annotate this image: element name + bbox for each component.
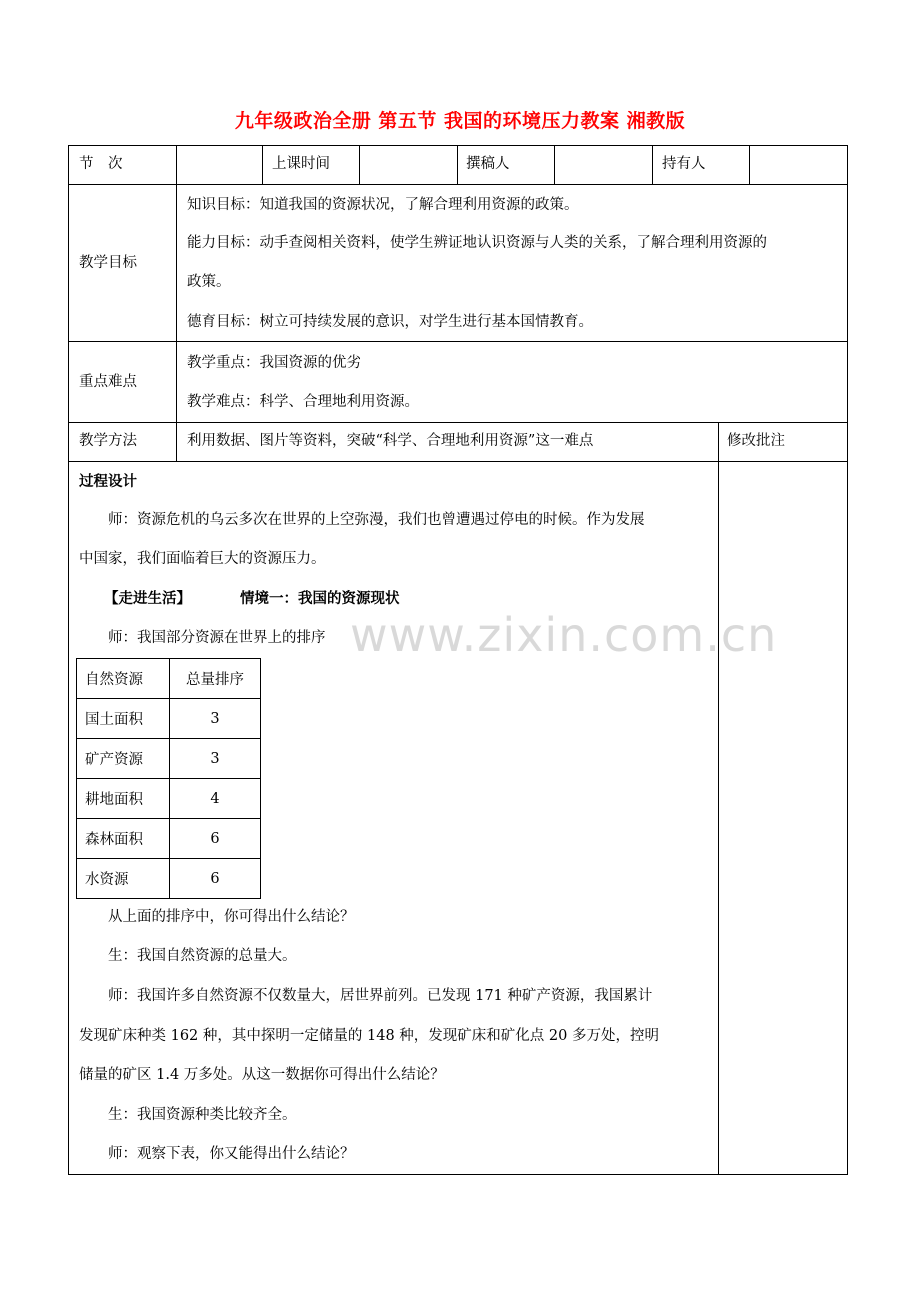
resource-rank: 3: [170, 739, 261, 779]
objectives-label: 教学目标: [79, 255, 137, 271]
label-column-divider: [176, 145, 177, 461]
knowledge-objective: 知识目标：知道我国的资源状况，了解合理利用资源的政策。: [187, 197, 579, 213]
column-header-rank: 总量排序: [170, 659, 261, 699]
process-paragraph-1-line2: 中国家，我们面临着巨大的资源压力。: [79, 551, 326, 567]
table-border-right: [847, 145, 848, 1174]
method-label: 教学方法: [79, 433, 137, 449]
resource-ranking-table: [76, 658, 261, 899]
process-heading: 过程设计: [79, 474, 137, 490]
activity-tag: 【走进生活】: [104, 591, 191, 607]
resource-rank: 6: [170, 859, 261, 899]
header-cell-divider: [652, 145, 653, 184]
header-cell-divider: [749, 145, 750, 184]
answer-2: 生：我国资源种类比较齐全。: [108, 1107, 297, 1123]
resource-rank: 6: [170, 819, 261, 859]
table-row: [77, 859, 261, 899]
table-row-divider: [68, 341, 848, 342]
column-header-resource: 自然资源: [77, 659, 170, 699]
revision-column-divider: [718, 422, 719, 1174]
table-border-left: [68, 145, 69, 1174]
table-row: [77, 739, 261, 779]
process-paragraph-2-line3: 储量的矿区 1.4 万多处。从这一数据你可得出什么结论？: [79, 1067, 445, 1083]
moral-objective: 德育目标：树立可持续发展的意识，对学生进行基本国情教育。: [187, 314, 593, 330]
header-cell-divider: [457, 145, 458, 184]
table-row-divider: [68, 184, 848, 185]
table-row: [77, 699, 261, 739]
resource-rank: 4: [170, 779, 261, 819]
process-paragraph-2-line2: 发现矿床种类 162 种，其中探明一定储量的 148 种，发现矿床和矿化点 20 多万处，控明: [79, 1028, 659, 1044]
resource-name: 水资源: [77, 859, 170, 899]
page-title: 九年级政治全册 第五节 我国的环境压力教案 湘教版: [234, 110, 686, 132]
header-cell-divider: [554, 145, 555, 184]
question-1: 从上面的排序中，你可得出什么结论？: [108, 909, 355, 925]
answer-1: 生：我国自然资源的总量大。: [108, 948, 297, 964]
header-cell-divider: [359, 145, 360, 184]
method-text: 利用数据、图片等资料，突破“科学、合理地利用资源”这一难点: [187, 433, 594, 449]
table-row: [77, 819, 261, 859]
section-label: 节 次: [79, 156, 123, 172]
resource-name: 森林面积: [77, 819, 170, 859]
watermark: www.zixin.com.cn: [350, 608, 778, 662]
table-row: [77, 779, 261, 819]
key-points-label: 重点难点: [79, 374, 137, 390]
teaching-focus: 教学重点：我国资源的优劣: [187, 355, 361, 371]
table-border-bottom: [68, 1174, 848, 1175]
holder-label: 持有人: [662, 156, 706, 172]
process-paragraph-2-line1: 师：我国许多自然资源不仅数量大，居世界前列。已发现 171 种矿产资源，我国累计: [108, 988, 653, 1004]
resource-name: 耕地面积: [77, 779, 170, 819]
scenario-title: 情境一：我国的资源现状: [240, 591, 400, 607]
teaching-difficulty: 教学难点：科学、合理地利用资源。: [187, 394, 419, 410]
table-row-divider: [68, 422, 848, 423]
ability-objective-line1: 能力目标：动手查阅相关资料，使学生辨证地认识资源与人类的关系，了解合理利用资源的: [187, 235, 767, 251]
question-2: 师：观察下表，你又能得出什么结论？: [108, 1146, 355, 1162]
table-row-divider: [68, 461, 848, 462]
resource-name: 矿产资源: [77, 739, 170, 779]
table-header-row: [77, 659, 261, 699]
teacher-ranking-intro: 师：我国部分资源在世界上的排序: [108, 630, 326, 646]
header-cell-divider: [262, 145, 263, 184]
table-border-top: [68, 145, 848, 146]
resource-rank: 3: [170, 699, 261, 739]
ability-objective-line2: 政策。: [187, 274, 231, 290]
author-label: 撰稿人: [466, 156, 510, 172]
resource-name: 国土面积: [77, 699, 170, 739]
revision-notes-label: 修改批注: [727, 433, 785, 449]
class-time-label: 上课时间: [272, 156, 330, 172]
process-paragraph-1-line1: 师：资源危机的乌云多次在世界的上空弥漫，我们也曾遭遇过停电的时候。作为发展: [108, 512, 645, 528]
